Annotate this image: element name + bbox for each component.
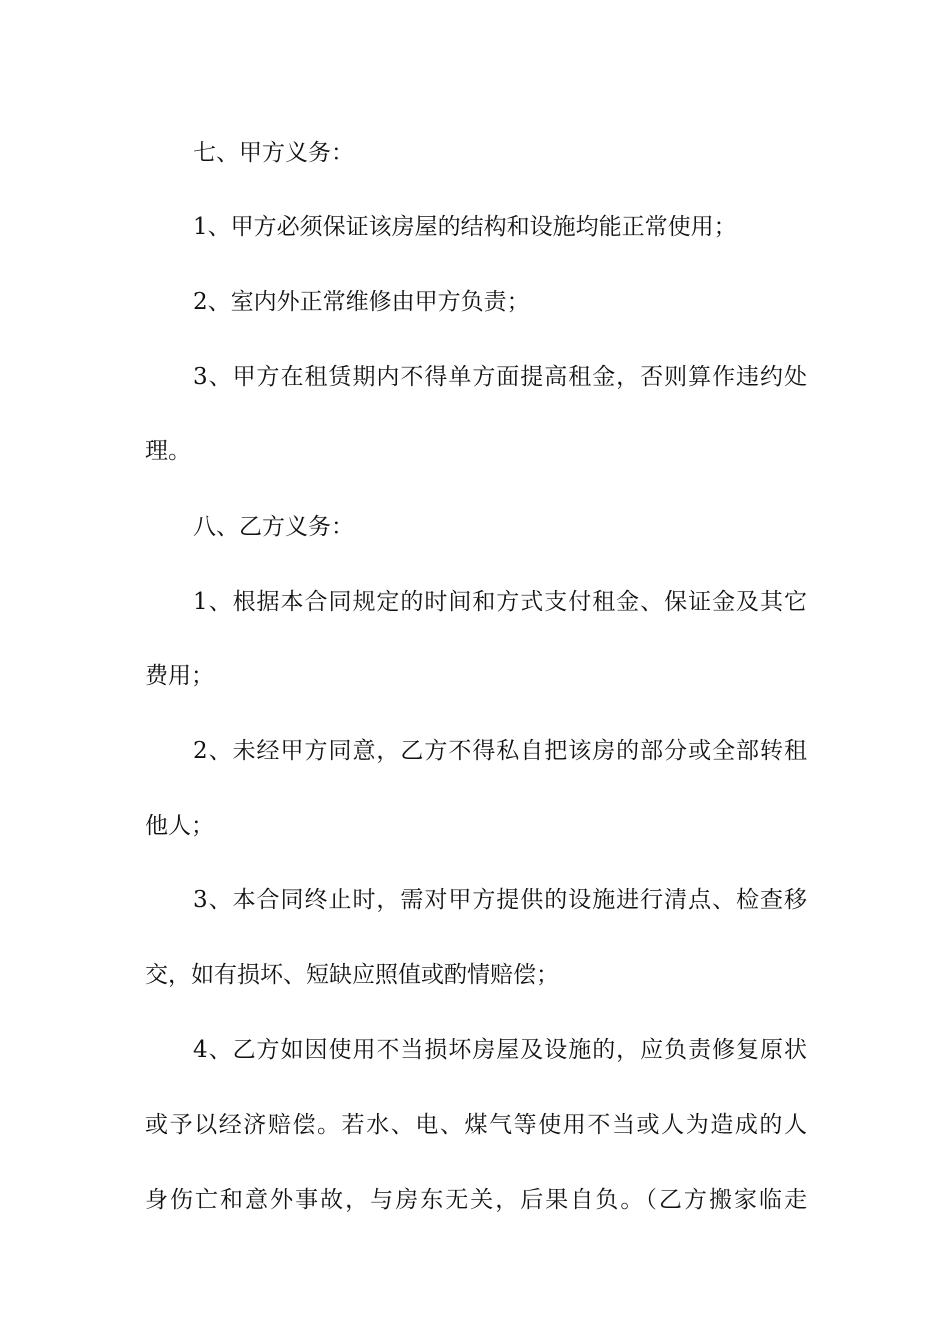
paragraph-line: 1、根据本合同规定的时间和方式支付租金、保证金及其它: [193, 589, 807, 615]
paragraph-line: 理。: [145, 438, 191, 464]
paragraph-line: 2、未经甲方同意，乙方不得私自把该房的部分或全部转租: [193, 738, 807, 764]
paragraph-line: 2、室内外正常维修由甲方负责；: [193, 289, 530, 315]
section-heading-party-b-obligations: 八、乙方义务：: [193, 514, 354, 540]
paragraph-line: 身伤亡和意外事故，与房东无关，后果自负。（乙方搬家临走: [145, 1187, 807, 1213]
paragraph-line: 1、甲方必须保证该房屋的结构和设施均能正常使用；: [193, 214, 737, 240]
paragraph-line: 或予以经济赔偿。若水、电、煤气等使用不当或人为造成的人: [145, 1112, 807, 1138]
paragraph-line: 费用；: [145, 663, 214, 689]
paragraph-line: 3、甲方在租赁期内不得单方面提高租金，否则算作违约处: [193, 364, 807, 390]
paragraph-line: 4、乙方如因使用不当损坏房屋及设施的，应负责修复原状: [193, 1037, 807, 1063]
section-heading-party-a-obligations: 七、甲方义务：: [193, 140, 354, 166]
paragraph-line: 他人；: [145, 813, 214, 839]
paragraph-line: 交，如有损坏、短缺应照值或酌情赔偿；: [145, 962, 559, 988]
paragraph-line: 3、本合同终止时，需对甲方提供的设施进行清点、检查移: [193, 887, 807, 913]
